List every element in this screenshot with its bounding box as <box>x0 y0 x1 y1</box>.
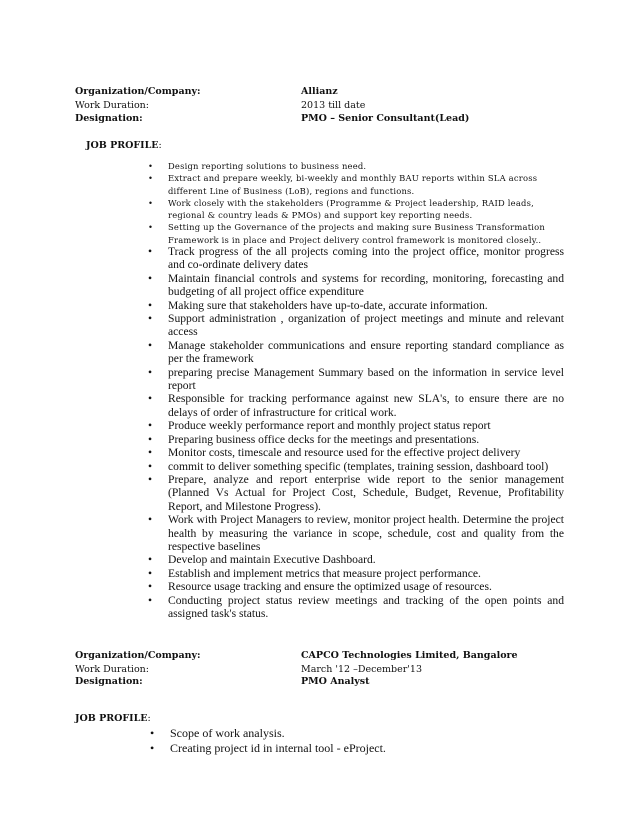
job2-profile-colon: : <box>147 713 151 724</box>
bullet-text: Develop and maintain Executive Dashboard. <box>168 553 376 567</box>
job2-designation-label: Designation: <box>75 676 143 687</box>
bullet-icon: • <box>148 392 153 406</box>
bullet-text: Monitor costs, timescale and resource used for the effective project delivery <box>168 446 521 460</box>
bullet-item <box>148 271 564 299</box>
bullet-text: Maintain financial controls and systems for recording, monitoring, forecasting and budgeting of all project office expenditure <box>168 271 564 299</box>
bullet-item <box>148 172 558 197</box>
bullet-text: Resource usage tracking and ensure the optimized usage of resources. <box>168 580 492 594</box>
job1-org-value: Allianz <box>301 86 338 97</box>
bullet-icon: • <box>150 726 155 740</box>
bullet-icon: • <box>148 161 154 171</box>
bullet-text: Design reporting solutions to business need. <box>168 161 367 171</box>
bullet-item <box>148 245 564 272</box>
bullet-icon: • <box>148 197 154 208</box>
bullet-item <box>148 553 564 567</box>
bullet-item <box>148 365 564 393</box>
bullet-item <box>148 221 558 246</box>
job1-large-bullet-list <box>148 245 564 620</box>
job1-designation-value: PMO – Senior Consultant(Lead) <box>301 113 470 124</box>
job2-org-label: Organization/Company: <box>75 650 201 661</box>
bullet-item <box>148 197 558 222</box>
bullet-icon: • <box>148 245 153 258</box>
bullet-icon: • <box>148 446 153 460</box>
bullet-item <box>148 459 564 473</box>
bullet-icon: • <box>148 365 153 379</box>
bullet-icon: • <box>148 593 153 607</box>
bullet-text: Extract and prepare weekly, bi-weekly and monthly BAU reports within SLA across different Line of Business (LoB), regions and functions. <box>168 173 538 196</box>
bullet-icon: • <box>148 271 153 285</box>
bullet-text: Making sure that stakeholders have up-to-date, accurate information. <box>168 298 488 312</box>
bullet-icon: • <box>148 472 153 486</box>
bullet-item <box>148 446 564 460</box>
bullet-item <box>148 392 564 419</box>
bullet-item <box>148 432 564 446</box>
bullet-text: Setting up the Governance of the projects and making sure Business Transformation Framework is in place and Project delivery control framework is monitored closely.. <box>168 222 545 245</box>
bullet-item <box>148 472 564 513</box>
bullet-icon: • <box>148 553 153 567</box>
job1-duration-value: 2013 till date <box>301 100 366 111</box>
bullet-text: Scope of work analysis. <box>170 726 285 740</box>
job1-designation-label: Designation: <box>75 113 143 124</box>
bullet-text: Creating project id in internal tool - eProject. <box>170 740 386 755</box>
bullet-text: Preparing business office decks for the meetings and presentations. <box>168 432 480 446</box>
bullet-text: Responsible for tracking performance against new SLA's, to ensure there are no delays of order of infrastructure for critical work. <box>168 392 564 419</box>
job2-designation-value: PMO Analyst <box>301 676 370 687</box>
bullet-text: preparing precise Management Summary based on the information in service level report <box>168 365 564 393</box>
bullet-icon: • <box>148 312 153 326</box>
bullet-icon: • <box>148 173 154 184</box>
bullet-icon: • <box>150 740 155 755</box>
bullet-icon: • <box>148 338 153 352</box>
bullet-icon: • <box>148 419 153 433</box>
bullet-item <box>148 580 564 594</box>
bullet-item <box>150 740 560 756</box>
bullet-item <box>148 338 564 366</box>
bullet-icon: • <box>148 566 153 580</box>
job2-org-value: CAPCO Technologies Limited, Bangalore <box>301 650 518 661</box>
bullet-text: Produce weekly performance report and monthly project status report <box>168 419 491 433</box>
job1-duration-label: Work Duration: <box>75 100 149 111</box>
bullet-item <box>148 312 564 339</box>
job2-duration-label: Work Duration: <box>75 664 149 675</box>
bullet-text: Manage stakeholder communications and ensure reporting standard compliance as per the framework <box>168 338 564 366</box>
job2-profile-heading-text: JOB PROFILE <box>75 713 148 724</box>
job1-small-bullet-list <box>148 160 558 246</box>
bullet-item <box>148 566 564 580</box>
bullet-icon: • <box>148 298 153 312</box>
job2-duration-value: March '12 –December'13 <box>301 664 422 675</box>
bullet-icon: • <box>148 459 153 473</box>
job1-profile-colon: : <box>158 140 162 151</box>
bullet-text: Work with Project Managers to review, monitor project health. Determine the project health by measuring the variance in scope, schedule, cost and quality from the respective baselines <box>168 513 564 553</box>
job1-profile-heading-text: JOB PROFILE <box>86 140 159 151</box>
bullet-item <box>148 513 564 553</box>
bullet-text: Prepare, analyze and report enterprise wide report to the senior management (Planned Vs Actual for Project Cost, Schedule, Budget, Revenue, Profitability Report, and Milestone Progress). <box>168 472 564 513</box>
job2-bullet-list <box>150 726 560 755</box>
job2-profile-heading <box>75 713 151 725</box>
bullet-item <box>148 593 564 621</box>
bullet-text: Support administration , organization of project meetings and minute and relevant access <box>168 312 564 339</box>
bullet-item <box>150 726 560 741</box>
bullet-item <box>148 298 564 312</box>
bullet-text: Work closely with the stakeholders (Programme & Project leadership, RAID leads, regional & country leads & PMOs) and support key reporting needs. <box>168 197 534 221</box>
job1-profile-heading <box>86 140 162 152</box>
bullet-icon: • <box>148 432 153 446</box>
bullet-icon: • <box>148 580 153 594</box>
job1-org-label: Organization/Company: <box>75 86 201 97</box>
bullet-text: Conducting project status review meetings and tracking of the open points and assigned task's status. <box>168 593 564 620</box>
bullet-text: commit to deliver something specific (templates, training session, dashboard tool) <box>168 459 549 473</box>
bullet-icon: • <box>148 222 154 233</box>
bullet-text: Establish and implement metrics that measure project performance. <box>168 566 481 580</box>
bullet-item <box>148 160 558 172</box>
bullet-text: Track progress of the all projects coming into the project office, monitor progress and co-ordinate delivery dates <box>168 245 564 272</box>
bullet-icon: • <box>148 513 153 527</box>
bullet-item <box>148 419 564 433</box>
